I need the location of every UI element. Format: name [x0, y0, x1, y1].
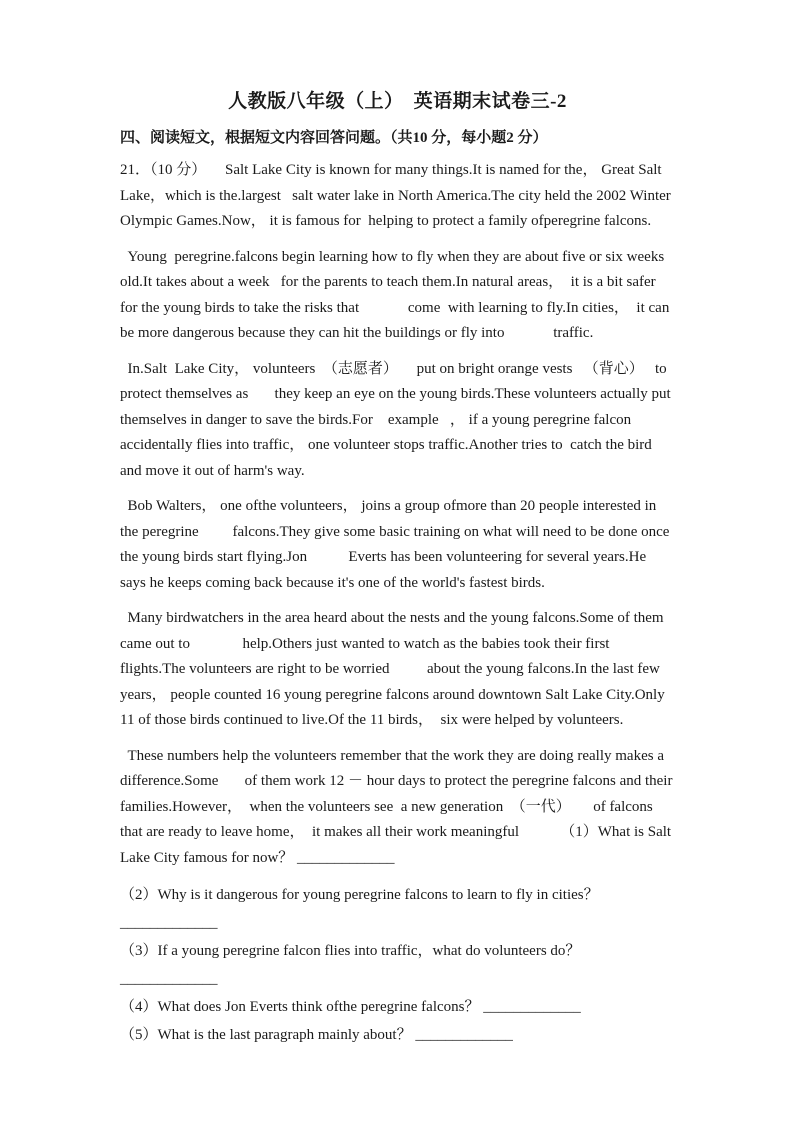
question-3: （3）If a young peregrine falcon flies into traffic，what do volunteers do？ _____________	[120, 943, 585, 987]
question-2: （2）Why is it dangerous for young peregrine falcons to learn to fly in cities？ _____________	[120, 887, 603, 931]
passage-paragraph-3: In.Salt Lake City， volunteers （志愿者） put on bright orange vests （背心） to protect themselves as they keep an eye on the young birds.These volunteers actually put themselves in danger to save the birds.For example ， if a young peregrine falcon accidentally flies into traffic， one volunteer stops traffic.Another tries to catch the bird and move it out of harm's way.	[120, 360, 675, 479]
passage-paragraph-5: Many birdwatchers in the area heard about the nests and the young falcons.Some of them came out to help.Others just wanted to watch as the babies took their first flights.The volunteers are right to be worried about the young falcons.In the last few years， people counted 16 young peregrine falcons around downtown Salt Lake City.Only 11 of those birds continued to live.Of the 11 birds， six were helped by volunteers.	[120, 610, 669, 728]
question-4: （4）What does Jon Everts think ofthe peregrine falcons？ _____________	[120, 999, 581, 1015]
section-header: 四、阅读短文，根据短文内容回答问题。（共10 分，每小题2 分）	[120, 130, 548, 146]
passage-paragraph-2: Young peregrine.falcons begin learning how to fly when they are about five or six weeks old.It takes about a week for the parents to teach them.In natural areas， it is a bit safer for the young birds to take the risks that come with learning to fly.In cities， it can be more dangerous because they can hit the buildings or fly into traffic.	[120, 248, 674, 341]
question-5: （5）What is the last paragraph mainly about？ _____________	[120, 1027, 513, 1043]
question-list	[120, 881, 675, 1049]
passage-paragraph-1: 21．（10 分） Salt Lake City is known for many things.It is named for the， Great Salt Lake，which is the.largest salt water lake in North America.The city held the 2002 Winter Olympic Games.Now， it is famous for helping to protect a family ofperegrine falcons.	[120, 162, 675, 229]
page-title: 人教版八年级（上） 英语期末试卷三-2	[228, 91, 567, 112]
passage-paragraph-4: Bob Walters， one ofthe volunteers， joins a group ofmore than 20 people interested in the peregrine falcons.They give some basic training on what will need to be done once the young birds start flying.Jon Everts has been volunteering for several years.He says he keeps coming back because it's one of the world's fastest birds.	[120, 498, 674, 591]
passage-paragraph-6: These numbers help the volunteers remember that the work they are doing really makes a difference.Some of them work 12 － hour days to protect the peregrine falcons and their families.However， when the volunteers see a new generation （一代） of falcons that are ready to leave home， it makes all their work meaningful （1）What is Salt Lake City famous for now？ _____________	[120, 747, 677, 866]
reading-passage	[120, 158, 675, 871]
